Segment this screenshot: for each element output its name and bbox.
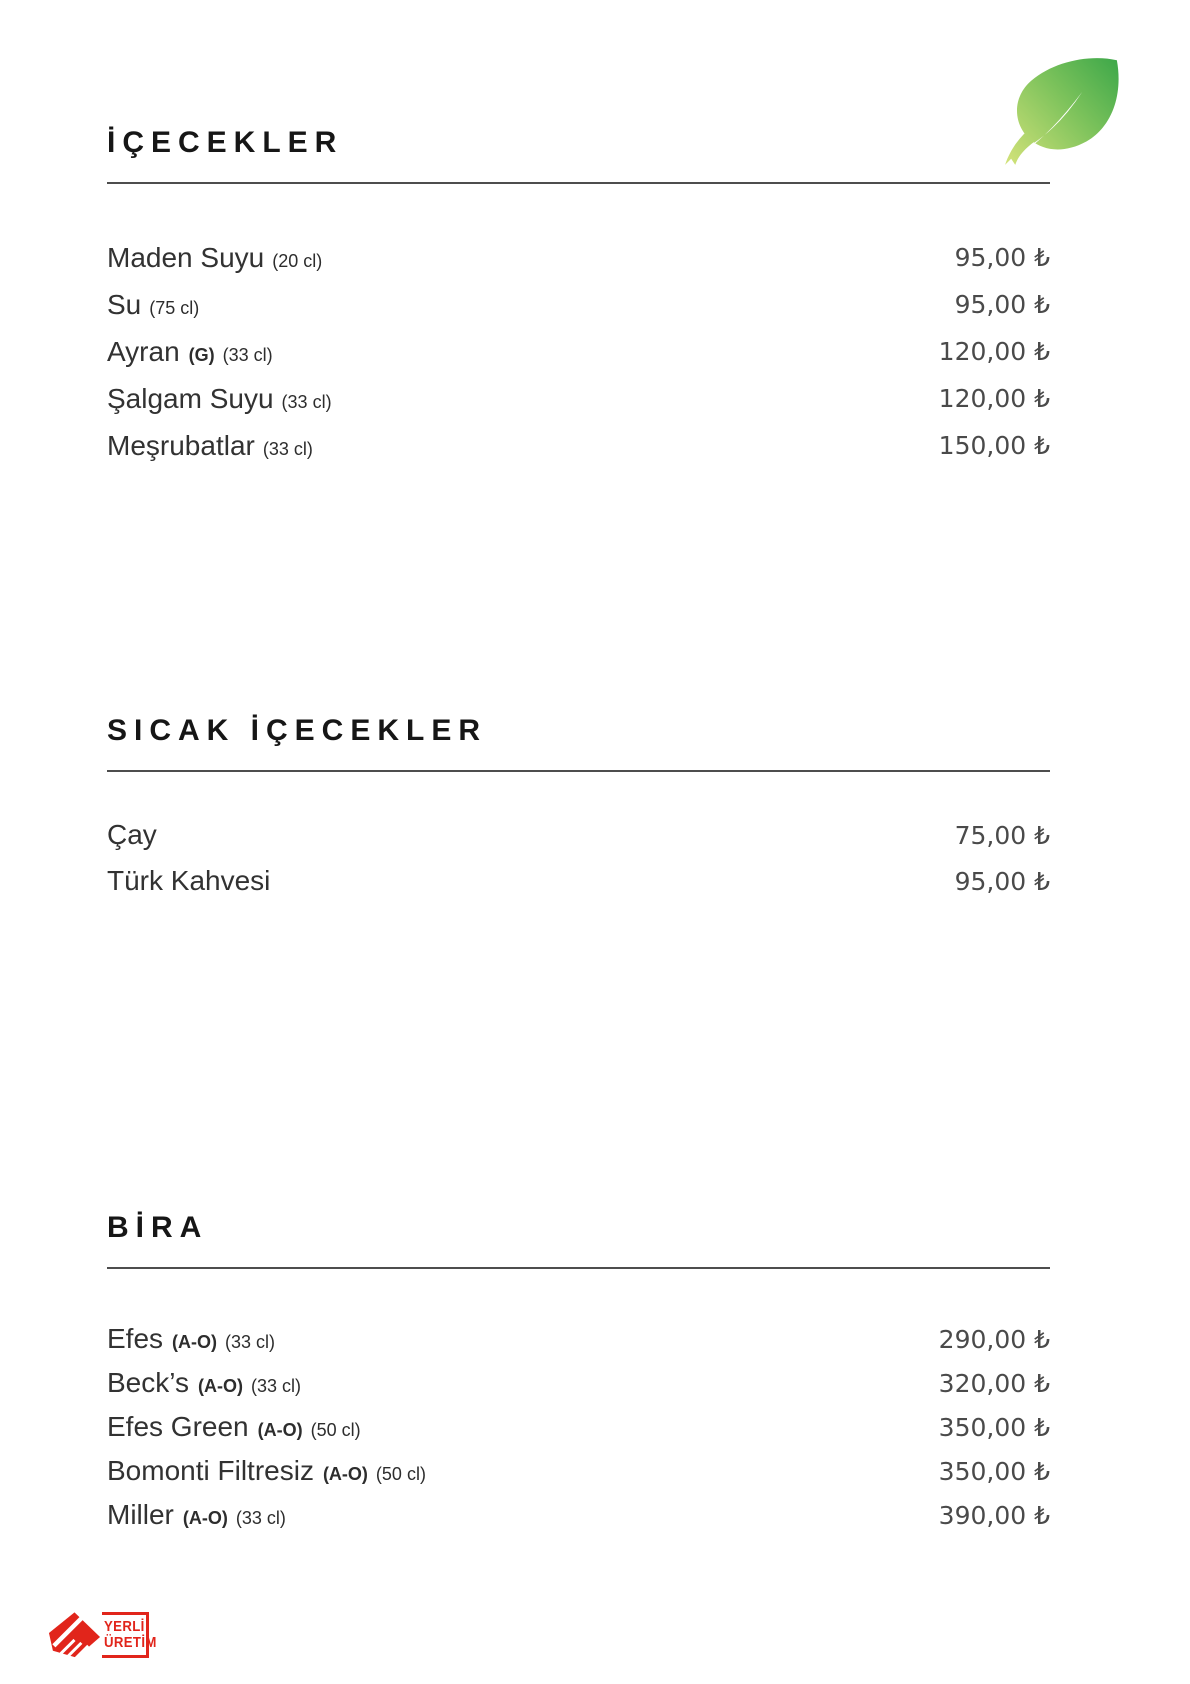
item-name: Çay — [107, 819, 157, 850]
item-size: (50 cl) — [375, 1464, 426, 1484]
item-list — [107, 812, 1050, 904]
item-price: 350,00 ₺ — [938, 1412, 1050, 1442]
item-name: Su — [107, 288, 142, 320]
menu-item-row — [107, 375, 1050, 422]
item-price: 350,00 ₺ — [938, 1456, 1050, 1486]
item-label — [107, 1411, 361, 1443]
badge-text-line2: ÜRETİM — [104, 1634, 157, 1651]
menu-item-row — [107, 1361, 1050, 1405]
item-price: 75,00 ₺ — [954, 820, 1050, 850]
section-divider — [107, 770, 1050, 772]
menu-item-row — [107, 1493, 1050, 1537]
item-label — [107, 1455, 426, 1487]
item-label — [107, 1323, 275, 1355]
item-name: Bomonti Filtresiz — [107, 1455, 314, 1486]
item-price: 290,00 ₺ — [938, 1324, 1050, 1354]
item-allergen-tag: (A-O) — [172, 1332, 218, 1352]
item-size: (33 cl) — [225, 1332, 276, 1352]
item-label — [107, 1367, 301, 1399]
item-size: (33 cl) — [222, 344, 273, 365]
item-name: Beck’s — [107, 1367, 189, 1398]
item-list — [107, 1317, 1050, 1537]
item-size: (33 cl) — [281, 391, 332, 412]
item-label — [107, 289, 199, 321]
item-name: Maden Suyu — [107, 241, 265, 273]
item-allergen-tag: (A-O) — [257, 1420, 303, 1440]
menu-item-row — [107, 858, 1050, 904]
item-price: 150,00 ₺ — [938, 431, 1050, 460]
item-price: 120,00 ₺ — [938, 337, 1050, 366]
menu-section — [107, 716, 1050, 904]
menu-item-row — [107, 422, 1050, 469]
item-label — [107, 865, 270, 897]
item-name: Ayran — [107, 335, 180, 367]
item-allergen-tag: (A-O) — [197, 1376, 243, 1396]
item-name: Türk Kahvesi — [107, 865, 271, 896]
item-name: Meşrubatlar — [107, 429, 255, 461]
section-divider — [107, 182, 1050, 184]
item-size: (75 cl) — [149, 297, 200, 318]
item-price: 95,00 ₺ — [954, 866, 1050, 896]
section-title: BİRA — [107, 1211, 209, 1244]
item-allergen-tag: (A-O) — [322, 1464, 368, 1484]
item-label — [107, 1499, 286, 1531]
item-label — [107, 336, 273, 368]
item-name: Efes Green — [107, 1411, 249, 1442]
item-label — [107, 383, 332, 415]
section-title: İÇECEKLER — [107, 126, 344, 159]
item-price: 120,00 ₺ — [938, 384, 1050, 413]
item-list — [107, 234, 1050, 469]
item-label — [107, 819, 157, 851]
section-title: SICAK İÇECEKLER — [107, 714, 488, 747]
item-price: 95,00 ₺ — [954, 290, 1050, 319]
yerli-uretim-badge — [47, 1611, 157, 1659]
menu-item-row — [107, 1317, 1050, 1361]
menu-item-row — [107, 328, 1050, 375]
item-size: (50 cl) — [310, 1420, 361, 1440]
item-label — [107, 430, 313, 462]
menu-item-row — [107, 234, 1050, 281]
item-price: 390,00 ₺ — [938, 1500, 1050, 1530]
item-name: Şalgam Suyu — [107, 382, 274, 414]
item-size: (20 cl) — [272, 250, 323, 271]
handshake-icon — [47, 1611, 102, 1659]
item-name: Miller — [107, 1499, 174, 1530]
item-allergen-tag: (A-O) — [182, 1508, 228, 1528]
item-name: Efes — [107, 1323, 164, 1354]
menu-item-row — [107, 812, 1050, 858]
item-size: (33 cl) — [235, 1508, 286, 1528]
item-price: 95,00 ₺ — [954, 243, 1050, 272]
menu-section — [107, 128, 1050, 469]
item-allergen-tag: (G) — [188, 344, 215, 365]
item-label — [107, 242, 322, 274]
item-price: 320,00 ₺ — [938, 1368, 1050, 1398]
menu-item-row — [107, 1405, 1050, 1449]
item-size: (33 cl) — [250, 1376, 301, 1396]
menu-item-row — [107, 281, 1050, 328]
menu-section — [107, 1213, 1050, 1537]
badge-text-line1: YERLİ — [104, 1618, 145, 1635]
menu-item-row — [107, 1449, 1050, 1493]
item-size: (33 cl) — [262, 438, 313, 459]
section-divider — [107, 1267, 1050, 1269]
